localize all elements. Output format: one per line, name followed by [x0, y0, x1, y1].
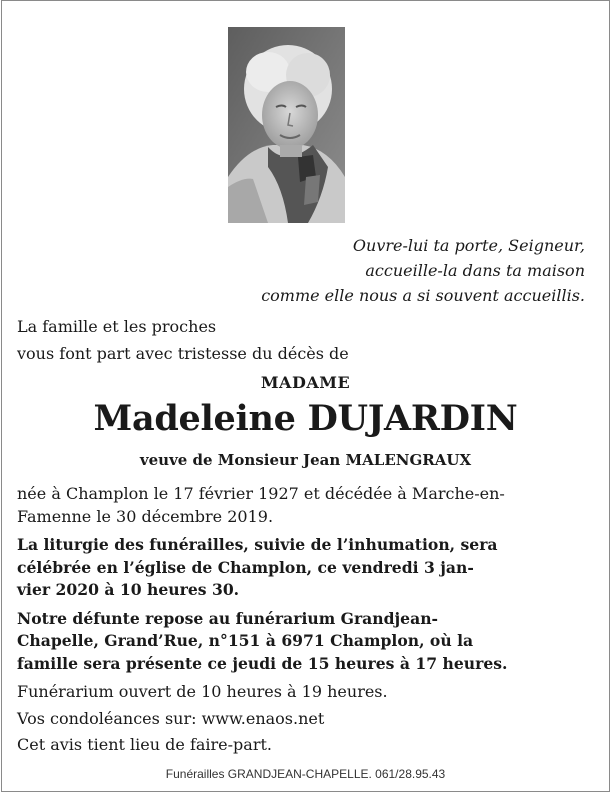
- notice-body: [17, 483, 597, 757]
- verse-line: accueille-la dans ta maison: [365, 261, 585, 280]
- deceased-name: Madeleine DUJARDIN: [93, 398, 518, 439]
- intro: [17, 313, 577, 367]
- text-line: Chapelle, Grand’Rue, n°151 à 6971 Champlon, où la: [17, 631, 474, 650]
- intro-line: vous font part avec tristesse du décès de: [17, 344, 349, 363]
- funeral-home-footer: Funérailles GRANDJEAN-CHAPELLE. 061/28.95.43: [165, 767, 446, 781]
- text-line: vier 2020 à 10 heures 30.: [17, 580, 240, 599]
- intro-line: La famille et les proches: [17, 317, 217, 336]
- text-line: Notre défunte repose au funérarium Grandjean-: [17, 608, 439, 628]
- verse: [185, 233, 585, 308]
- portrait-icon: [228, 27, 345, 223]
- verse-line: Ouvre-lui ta porte, Seigneur,: [352, 236, 585, 255]
- birth-death-paragraph: [17, 483, 597, 528]
- spouse-line: veuve de Monsieur Jean MALENGRAUX: [139, 451, 472, 469]
- text-line: née à Champlon le 17 février 1927 et décédée à Marche-en-: [17, 484, 505, 503]
- text-line: célébrée en l’église de Champlon, ce vendredi 3 jan-: [17, 557, 474, 577]
- text-line: famille sera présente ce jeudi de 15 heures à 17 heures.: [17, 653, 508, 673]
- notice-line: Cet avis tient lieu de faire-part.: [17, 735, 272, 754]
- verse-line: comme elle nous a si souvent accueillis.: [261, 286, 585, 305]
- condolences-line: Vos condoléances sur: www.enaos.net: [17, 708, 325, 728]
- text-line: Famenne le 30 décembre 2019.: [17, 506, 274, 526]
- opening-hours: Funérarium ouvert de 10 heures à 19 heures.: [17, 682, 388, 701]
- portrait-photo: [228, 27, 345, 223]
- text-line: La liturgie des funérailles, suivie de l’inhumation, sera: [17, 535, 498, 554]
- funerarium-paragraph: [17, 608, 597, 676]
- liturgy-paragraph: [17, 534, 597, 602]
- honorific: MADAME: [260, 373, 351, 392]
